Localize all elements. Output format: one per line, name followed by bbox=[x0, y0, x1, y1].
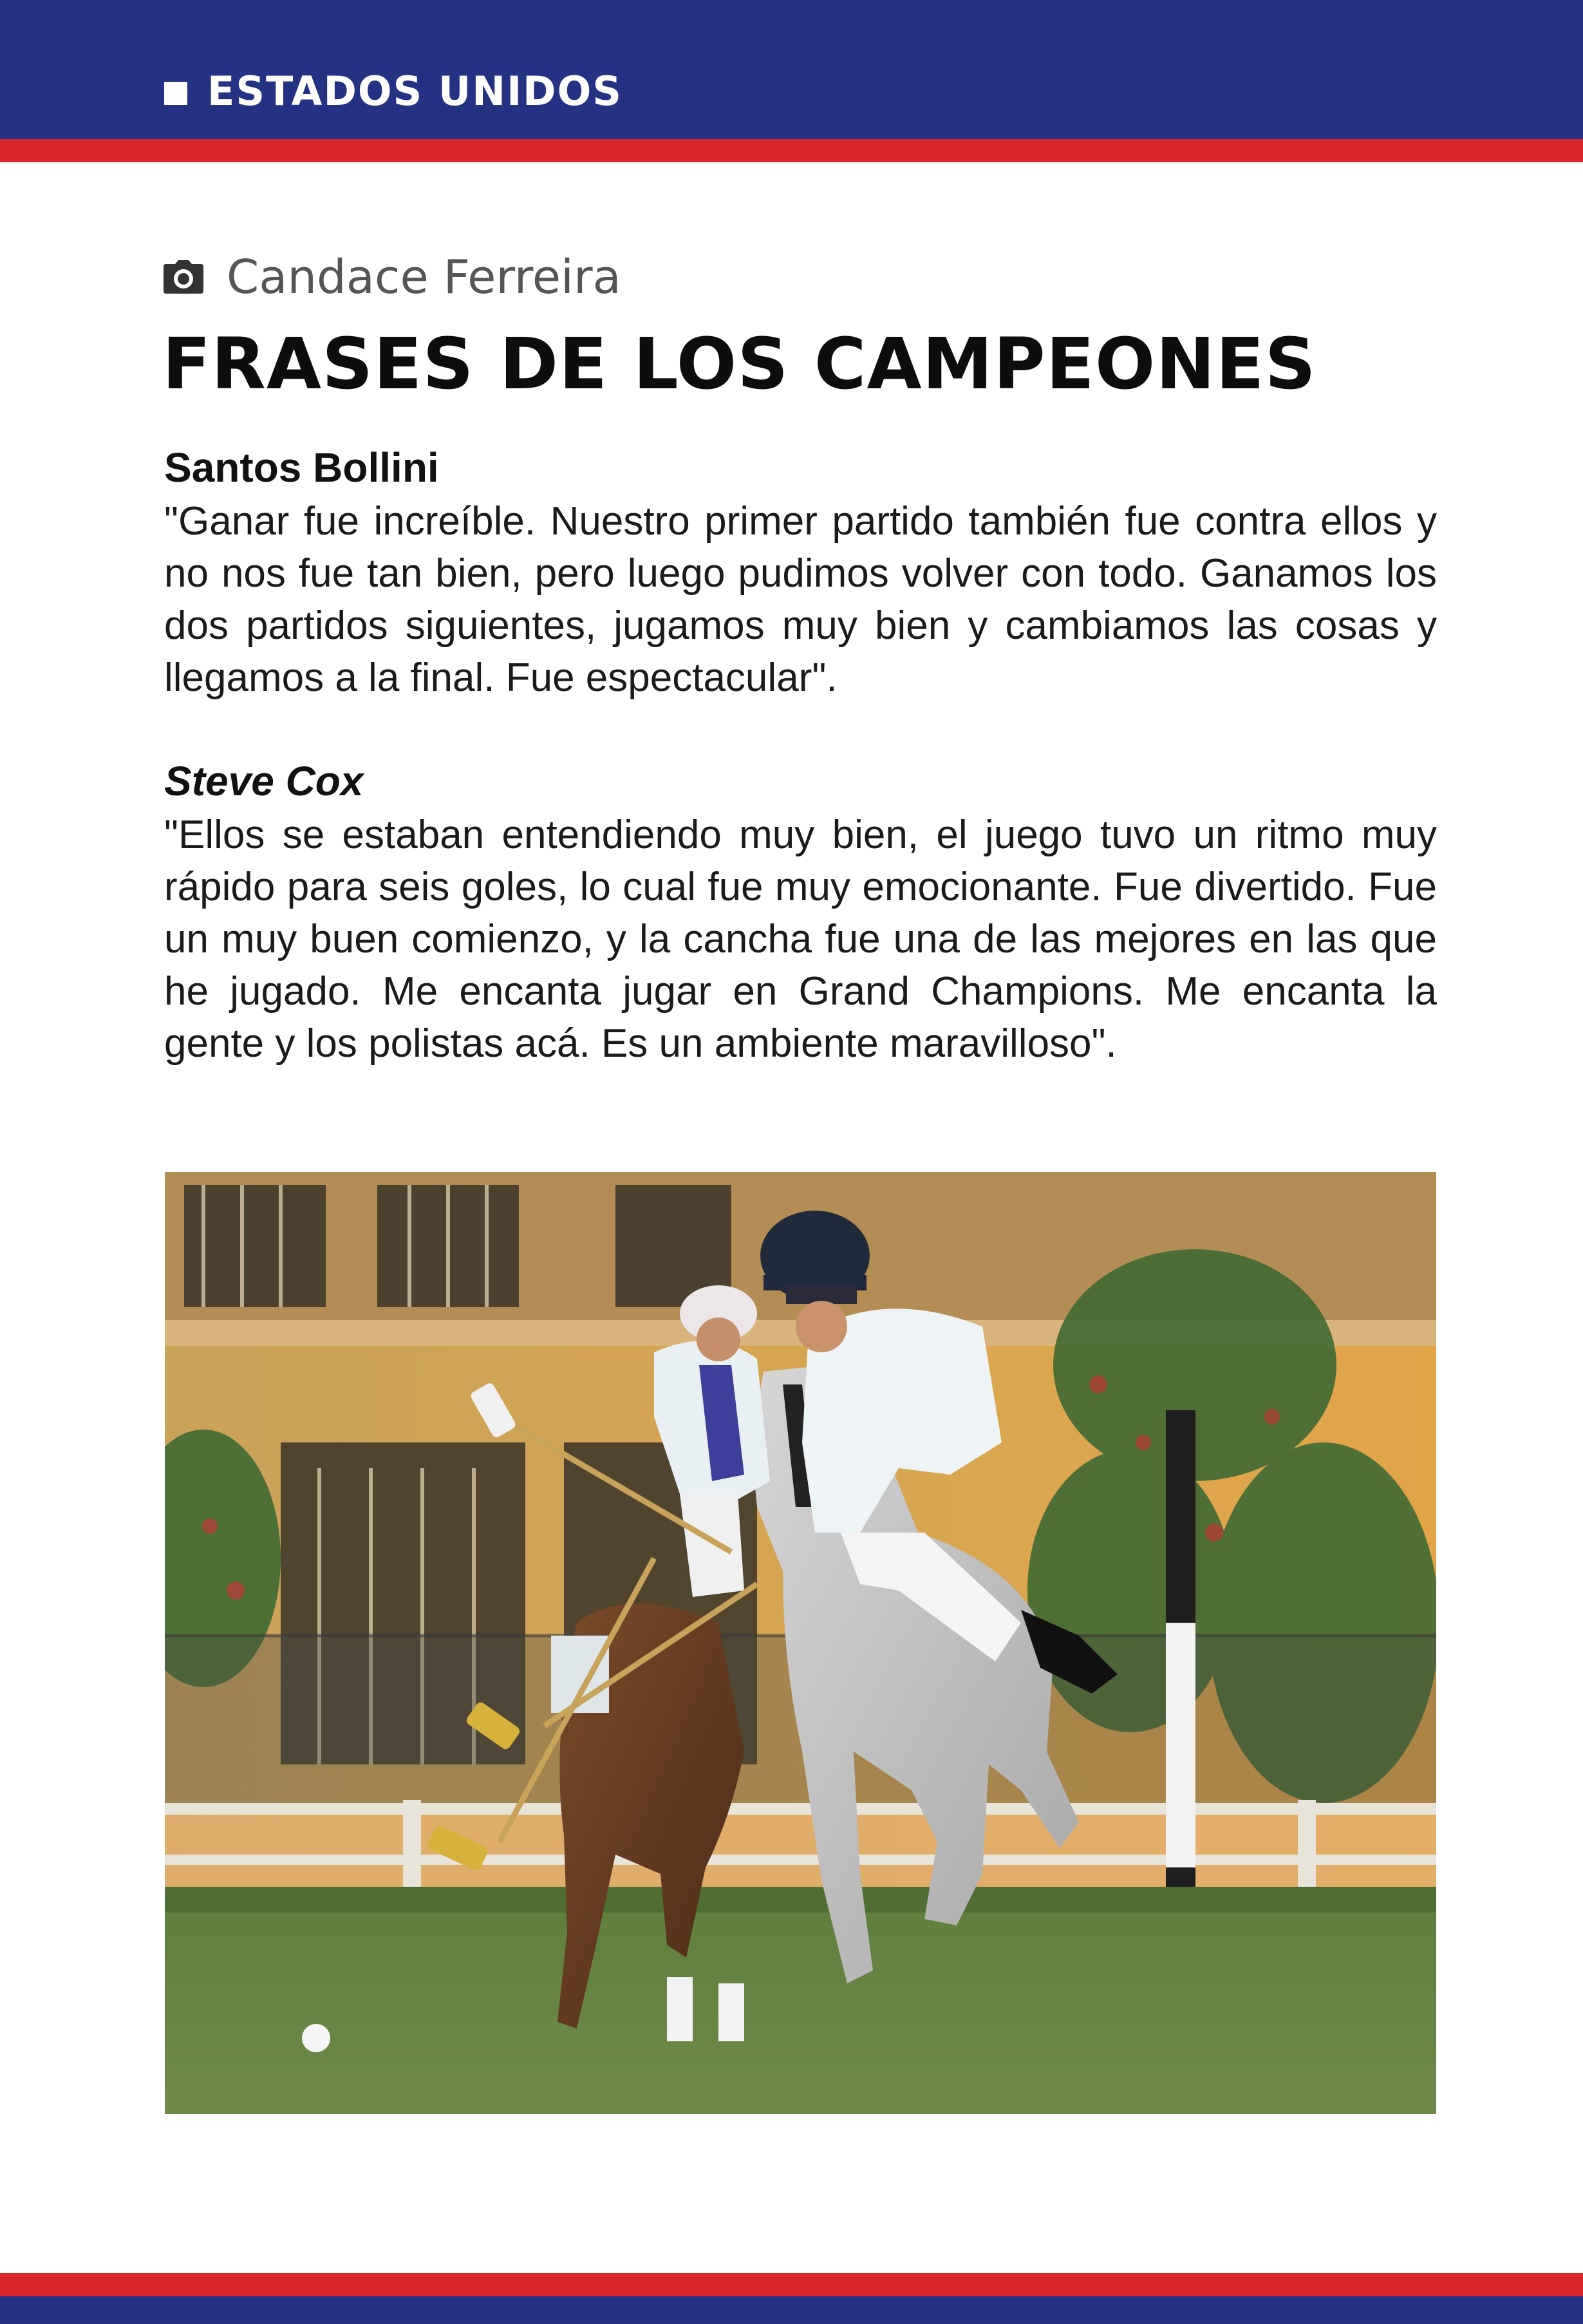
header-stripe bbox=[0, 139, 1583, 162]
photographer-name: Candace Ferreira bbox=[227, 250, 621, 304]
photo-credit bbox=[162, 248, 621, 306]
square-bullet-icon bbox=[164, 82, 187, 105]
page-title: FRASES DE LOS CAMPEONES bbox=[162, 323, 1316, 405]
footer-stripe bbox=[0, 2273, 1583, 2296]
quote-text: "Ellos se estaban entendiendo muy bien, el juego tuvo un ritmo muy rápido para seis goles, lo cual fue muy emocionante. Fue divertido. Fue un muy buen comienzo, y la cancha fue una de las mejores en las que he jugado. Me encanta jugar en Grand Champions. Me encanta la gente y los polistas acá. Es un ambiente maravilloso". bbox=[164, 813, 1437, 1066]
quote-item bbox=[164, 440, 1437, 704]
speaker-name: Steve Cox bbox=[164, 758, 364, 804]
footer-bar bbox=[0, 2296, 1583, 2324]
speaker-name: Santos Bollini bbox=[164, 444, 439, 491]
camera-icon bbox=[162, 259, 205, 295]
section-label: ESTADOS UNIDOS bbox=[207, 68, 623, 115]
quote-text: "Ganar fue increíble. Nuestro primer partido también fue contra ellos y no nos fue tan bien, pero luego pudimos volver con todo. Ganamos los dos partidos siguientes, jugamos muy bien y cambiamos las cosas y llegamos a la final. Fue espectacular". bbox=[164, 499, 1437, 700]
quote-item bbox=[164, 753, 1437, 1070]
polo-photo bbox=[165, 1172, 1436, 2114]
